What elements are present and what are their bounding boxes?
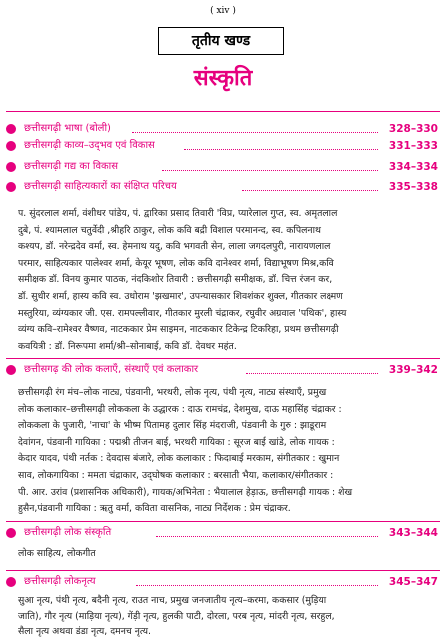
paragraph-line: पी. आर. उरांव (प्रशासनिक अधिकारी), गायक/अभिनेता : भैयालाल हेड़ाऊ, छत्तीसगढ़ी गायक : शेख: [18, 486, 353, 498]
paragraph-line: परमार, साहित्यकार पालेश्वर शर्मा, केयूर भूषण, लोक कवि दानेश्वर शर्मा, विद्याभूषण मिश्र,कवि: [18, 257, 334, 269]
paragraph-line: डॉ. सुधीर शर्मा, हास्य कवि स्व. उधोराम 'झखमार', उपन्यासकार शिवशंकर शुक्ल, गीतकार लक्ष्मण: [18, 290, 343, 302]
paragraph-line: सुआ नृत्य, पंथी नृत्य, बदैनी नृत्य, राउत नाच, प्रमुख जनजातीय नृत्य–करमा, ककसार (मुड़िया: [18, 595, 327, 606]
arts-paragraph: [18, 385, 436, 518]
paragraph-line: छत्तीसगढ़ी रंग मंच–लोक नाट्य, पंडवानी, भरथरी, लोक नृत्य, पंथी नृत्य, नाट्य संस्थाएँ, प्रमुख: [18, 387, 327, 398]
toc-entry-title: छत्तीसगढ़ी भाषा (बोली): [24, 123, 111, 134]
toc-entry-title: छत्तीसगढ़ की लोक कलाएँ, संस्थाएँ एवं कलाकार: [24, 364, 199, 375]
bullet-icon: [6, 528, 16, 538]
paragraph-line: लोक कलाकार–छत्तीसगढ़ी लोककला के उद्धारक : दाऊ रामचंद्र, देशमुख, दाऊ महासिंह चंद्राकर :: [18, 403, 342, 415]
toc-entry[interactable]: [6, 159, 440, 175]
dotted-leader: [162, 170, 378, 171]
toc-entry[interactable]: [6, 362, 440, 378]
toc-entry-title: छत्तीसगढ़ी साहित्यकारों का संक्षिप्त परिचय: [24, 181, 177, 192]
toc-entry[interactable]: [6, 179, 440, 195]
bullet-icon: [6, 124, 16, 134]
toc-entry[interactable]: [6, 138, 440, 154]
dotted-leader: [246, 373, 378, 374]
paragraph-line: साव, लोकगायिका : ममता चंद्राकार, उद्‌घोषक कलाकार : बरसाती भैया, कलाकार/संगीतकार :: [18, 469, 334, 481]
section-subtitle: संस्कृति: [193, 66, 253, 91]
paragraph-line: समीक्षक डॉ. विनय कुमार पाठक, नंदकिशोर तिवारी : छत्तीसगढ़ी समीक्षक, डॉ. चित्त रंजन कर,: [18, 274, 333, 286]
paragraph-line: हुसैन,पंडवानी गायिका : ऋतु वर्मा, कविता वासनिक, नाट्य निर्देशक : प्रेम चंद्राकर.: [18, 503, 291, 515]
toc-entry-pages: 343–344: [388, 527, 438, 539]
toc-entry-pages: 339–342: [388, 364, 438, 376]
toc-entry-title: छत्तीसगढ़ी गद्य का विकास: [24, 161, 119, 172]
paragraph-line: केदार यादव, पंथी नर्तक : देवदास बंजारे, लोक कलाकार : फिदाबाई मरकाम, संगीतकार : खुमान: [18, 453, 340, 465]
dance-paragraph: [18, 593, 436, 640]
toc-entry[interactable]: [6, 574, 440, 590]
divider: [6, 111, 440, 112]
toc-entry-title: छत्तीसगढ़ी काव्य–उद्‌भव एवं विकास: [24, 140, 155, 151]
divider: [6, 358, 440, 359]
bullet-icon: [6, 182, 16, 192]
paragraph-line: लोक साहित्य, लोकगीत: [18, 548, 96, 559]
toc-entry-pages: 334–334: [388, 161, 438, 173]
dotted-leader: [184, 149, 378, 150]
toc-entry-pages: 328–330: [388, 123, 438, 135]
toc-entry[interactable]: [6, 121, 440, 137]
toc-entry[interactable]: [6, 525, 440, 541]
divider: [6, 521, 440, 522]
dotted-leader: [156, 536, 378, 537]
bullet-icon: [6, 577, 16, 587]
paragraph-line: व्यंग्य कवि–रामेश्वर वैष्णव, नाटककार प्रेम साइमन, नाटककार टिकेन्द्र टिकरिहा, प्रथम छत्तीसगढ़ी: [18, 324, 339, 336]
section-title: तृतीय खण्ड: [158, 27, 284, 55]
dotted-leader: [132, 132, 378, 133]
divider: [6, 570, 440, 571]
paragraph-line: सैला नृत्य अथवा डंडा नृत्य, दमनच नृत्य.: [18, 626, 151, 637]
toc-entry-title: छत्तीसगढ़ी लोक संस्कृति: [24, 527, 112, 538]
paragraph-line: कश्यप, डॉ. नरेन्द्रदेव वर्मा, स्व. हेमनाथ यदु, कवि भगवती सेन, लाला जगदलपुरी, नारायणलाल: [18, 241, 331, 253]
toc-entry-pages: 331–333: [388, 140, 438, 152]
toc-entry-pages: 345–347: [388, 576, 438, 588]
paragraph-line: दुबे, पं. श्यामलाल चतुर्वेदी ,श्रीहरि ठाकुर, लोक कवि बद्री विशाल परमानन्द, स्व. कपिलनाथ: [18, 224, 321, 236]
page-number: ( xiv ): [210, 6, 236, 16]
bullet-icon: [6, 141, 16, 151]
paragraph-line: देवांगन, पंडवानी गायिका : पद्मश्री तीजन बाई, भरथरी गायिका : सूरज बाई खांडे, लोक गायक :: [18, 436, 335, 448]
dotted-leader: [136, 585, 378, 586]
bullet-icon: [6, 162, 16, 172]
dotted-leader: [242, 190, 378, 191]
paragraph-line: प. सुंदरलाल शर्मा, वंशीधर पांडेय, पं. द्वारिका प्रसाद तिवारी 'विप्र, प्यारेलाल गुप्त, स्व. अमृतलाल: [18, 208, 338, 219]
paragraph-line: लोककला के पुजारी, 'नाचा' के भीष्म पितामह दुलार सिंह मंदराजी, पंडवानी के गुरु : झाडूराम: [18, 420, 327, 432]
culture-paragraph: [18, 546, 436, 563]
bullet-icon: [6, 365, 16, 375]
toc-entry-pages: 335–338: [388, 181, 438, 193]
writers-paragraph: [18, 206, 436, 355]
paragraph-line: कवयित्री : डॉ. निरूपमा शर्मा/श्री–सोनाबाई, कवि डॉ. देवधर महंत.: [18, 340, 237, 352]
toc-entry-title: छत्तीसगढ़ी लोकनृत्य: [24, 576, 96, 587]
paragraph-line: जाति), गौर नृत्य (माड़िया नृत्य), गेंड़ी नृत्य, हुलकी पाटी, दोरला, परब नृत्य, मांदरी नृत्य, सरहुल,: [18, 610, 335, 622]
paragraph-line: मस्तुरिया, व्यंग्यकार जी. एस. रामपल्लीवार, गीतकार मुरली चंद्राकर, रघुवीर अग्रवाल 'पथिक', हास्य: [18, 307, 347, 319]
